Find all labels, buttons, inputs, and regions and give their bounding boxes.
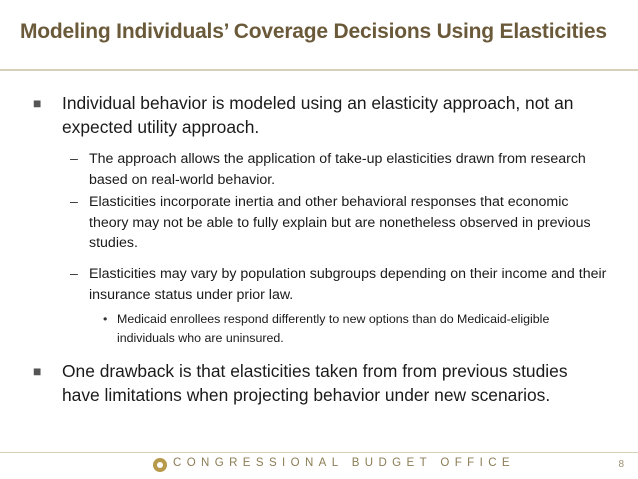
bullet-item [33, 359, 602, 407]
sub-bullet-text: Elasticities may vary by population subgroups depending on their income and their insurance status under prior law. [89, 266, 607, 303]
slide-title: Modeling Individuals’ Coverage Decisions Using Elasticities [20, 20, 607, 43]
sub-bullet-item [70, 192, 609, 254]
square-bullet-icon: ■ [33, 363, 42, 379]
dash-bullet-icon: – [70, 194, 78, 210]
page-number: 8 [618, 459, 624, 470]
bullet-text: Individual behavior is modeled using an elasticity approach, not an expected utility approach. [62, 93, 574, 137]
title-divider [0, 69, 638, 71]
sub-sub-bullet-item [103, 310, 587, 347]
square-bullet-icon: ■ [33, 95, 42, 111]
footer-divider [0, 452, 638, 453]
sub-bullet-item [70, 149, 609, 190]
dash-bullet-icon: – [70, 266, 78, 282]
sub-sub-bullet-text: Medicaid enrollees respond differently to new options than do Medicaid-eligible individuals who are uninsured. [117, 312, 550, 345]
sub-bullet-text: Elasticities incorporate inertia and other behavioral responses that economic theory may not be able to fully explain but are nonetheless observed in previous studies. [89, 194, 591, 251]
bullet-text: One drawback is that elasticities taken from from previous studies have limitations when projecting behavior under new scenarios. [62, 361, 568, 405]
sub-bullet-item [70, 264, 609, 305]
dash-bullet-icon: – [70, 151, 78, 167]
sub-bullet-text: The approach allows the application of take-up elasticities drawn from research based on real-world behavior. [89, 151, 586, 188]
footer-organization: CONGRESSIONAL BUDGET OFFICE [173, 457, 515, 469]
bullet-item [33, 91, 602, 139]
footer [0, 456, 638, 476]
cbo-seal-icon [153, 458, 167, 472]
dot-bullet-icon: • [103, 312, 108, 326]
